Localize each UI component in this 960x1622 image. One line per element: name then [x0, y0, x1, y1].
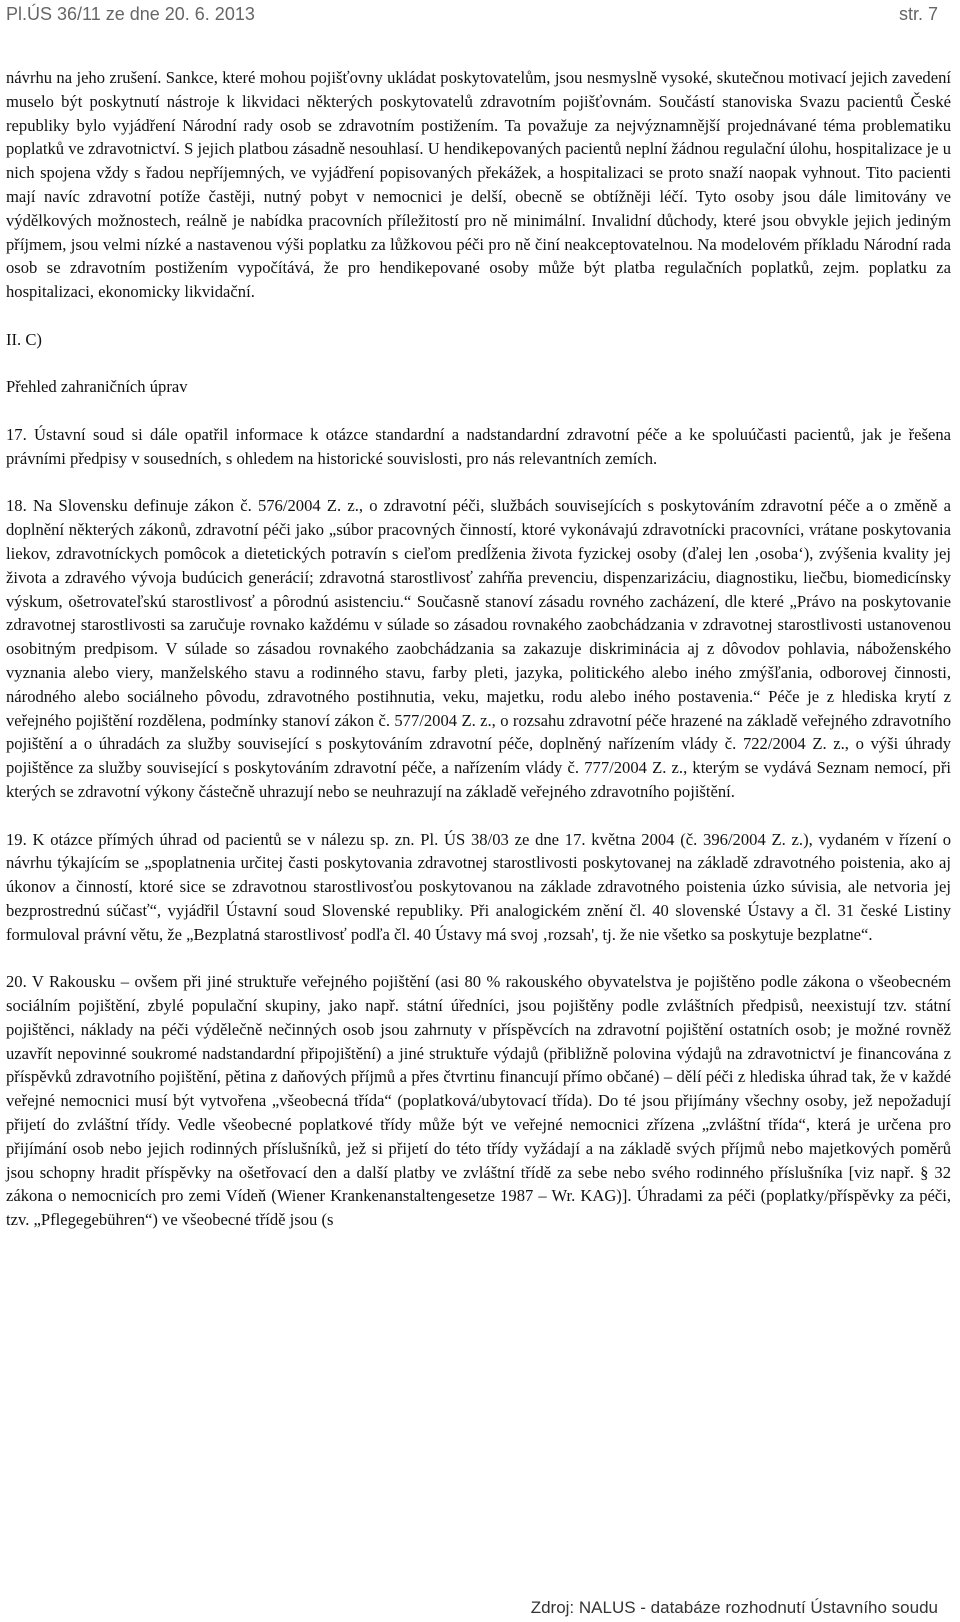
- paragraph-19: 19. K otázce přímých úhrad od pacientů se v nálezu sp. zn. Pl. ÚS 38/03 ze dne 17. května 2004 (č. 396/2004 Z. z.), vydaném v řízení o návrhu týkajícím se „spoplatnenia určitej časti poskytovania zdravotnej starostlivosti poskytovanej na základě zdravotného poistenia, ako aj úkonov a činností, ktoré sice se zdravotnou starostlivosťou poskytovanou na základe zdravotného poistenia úzko súvisia, ale netvoria jej bezprostrednú súčasť“, vyjádřil Ústavní soud Slovenské republiky. Při analogickém znění čl. 40 slovenské Ústavy a čl. 31 české Listiny formuloval právní větu, že „Bezplatná starostlivosť podľa čl. 40 Ústavy má svoj ‚rozsah', tj. že nie všetko sa poskytuje bezplatne“.: [6, 829, 951, 944]
- paragraph-17: 17. Ústavní soud si dále opatřil informace k otázce standardní a nadstandardní zdravotní péče a ke spoluúčasti pacientů, jak je řešena právními předpisy v sousedních, s ohledem na historické souvislosti, pro nás relevantních zemích.: [6, 424, 951, 468]
- page-number: str. 7: [898, 4, 938, 24]
- document-reference: Pl.ÚS 36/11 ze dne 20. 6. 2013: [6, 4, 255, 24]
- section-title: Přehled zahraničních úprav: [6, 377, 188, 397]
- paragraph-continuation: návrhu na jeho zrušení. Sankce, které mohou pojišťovny ukládat poskytovatelům, jsou nesmyslně vysoké, skutečnou motivací jejich zavedení muselo být poskytnutí nástroje k likvidaci některých poskytovatelů zdravotním pojišťovnám. Součástí stanoviska Svazu pacientů České republiky bylo vyjádření Národní rady osob se zdravotním postižením. Ta považuje za nejvýznamnější projednávané téma problematiku poplatků ve zdravotnictví. S jejich platbou zásadně nesouhlasí. U hendikepovaných pacientů neplní žádnou regulační úlohu, hospitalizace je u nich spojena vždy s řadou nepříjemných, ve vyjádření popisovaných překážek, a hospitalizaci se proto snaží naopak vyhnout. Tito pacienti mají navíc zdravotní potíže častěji, nutný pobyt v nemocnici je delší, obecně se obtížněji léčí. Tyto osoby jsou dále limitovány ve výdělkových možnostech, reálně je nabídka pracovních příležitostí pro ně minimální. Invalidní důchody, které jsou obvykle jejich jediným příjmem, jsou velmi nízké a nastavenou výši poplatku za lůžkovou péči pro ně činí neakceptovatelnou. Na modelovém příkladu Národní rada osob se zdravotním postižením vypočítává, že pro hendikepované osoby může být platba regulačních poplatků, zejm. poplatku za hospitalizaci, ekonomicky likvidační.: [6, 68, 951, 302]
- paragraph-20: 20. V Rakousku – ovšem při jiné struktuře veřejného pojištění (asi 80 % rakouského obyvatelstva je pojištěno podle zákona o všeobecném sociálním pojištění, zbylé populační skupiny, jako např. státní úředníci, jsou pojištěny podle zvláštních předpisů, neexistují tzv. státní pojištěnci, náklady na péči výdělečně nečinných osob jsou zahrnuty v příspěvcích na zdravotní pojištění ostatních osob; je možné rovněž uzavřít nepovinné soukromé nadstandardní připojištění) a jiné struktuře výdajů (přibližně polovina výdajů na zdravotnictví je financována z příspěvků zdravotního pojištění, pětina z daňových příjmů a přes čtvrtinu financují přímo občané) – dělí péči z hlediska úhrad tak, že v každé veřejné nemocnici musí být vytvořena „všeobecná třída“ (poplatková/ubytovací třída). Do té jsou přijímány všechny osoby, jež nepožadují přijetí do zvláštní třídy. Vedle všeobecné poplatkové třídy může být ve veřejné nemocnici zřízena „zvláštní třída“, která je určena pro přijímání osob nebo jejich rodinných příslušníků, jež si přijetí do této třídy vyžádají a na základě svých příjmů nebo majetkových poměrů jsou schopny hradit příspěvky na ošetřovací den a další platby ve zvláštní třídě za sebe nebo svého rodinného příslušníka [viz např. § 32 zákona o nemocnicích pro zemi Vídeň (Wiener Krankenanstaltengesetze 1987 – Wr. KAG)]. Úhradami za péči (poplatky/příspěvky za péči, tzv. „Pflegegebühren“) ve všeobecné třídě jsou (s: [6, 972, 951, 1230]
- page-header: [6, 4, 938, 28]
- page-footer-source: Zdroj: NALUS - databáze rozhodnutí Ústavního soudu: [530, 1598, 938, 1617]
- paragraph-18: 18. Na Slovensku definuje zákon č. 576/2004 Z. z., o zdravotní péči, službách souvisejících s poskytováním zdravotní péče a o změně a doplnění některých zákonů, zdravotní péči jako „súbor pracovných činností, ktoré vykonávajú zdravotnícki pracovníci, vrátane poskytovania liekov, zdravotníckych pomôcok a dietetických potravín s cieľom predĺženia života fyzickej osoby (ďalej len ‚osoba‘), zvýšenia kvality jej života a zdravého vývoja budúcich generácií; zdravotná starostlivosť zahŕňa prevenciu, dispenzarizáciu, diagnostiku, liečbu, biomedicínsky výskum, ošetrovateľskú starostlivosť a pôrodnú asistenciu.“ Současně stanoví zásadu rovného zacházení, dle které „Právo na poskytovanie zdravotnej starostlivosti sa zaručuje rovnako každému v súlade so zásadou rovnakého zaobchádzania v zdravotnej starostlivosti ustanovenou osobitným predpisom. V súlade so zásadou rovnakého zaobchádzania sa zakazuje diskriminácia aj z dôvodov pohlavia, náboženského vyznania alebo viery, manželského stavu a rodinného stavu, farby pleti, jazyka, politického alebo iného zmýšľania, odborovej činnosti, národného alebo sociálneho pôvodu, zdravotného postihnutia, veku, majetku, rodu alebo iného postavenia.“ Péče je z hlediska krytí z veřejného pojištění rozdělena, podmínky stanoví zákon č. 577/2004 Z. z., o rozsahu zdravotní péče hrazené na základě veřejného zdravotního pojištění a o úhradách za služby související s poskytováním zdravotní péče, doplněný nařízením vlády č. 722/2004 Z. z., o výši úhrady pojištěnce za služby související s poskytováním zdravotní péče, a nařízením vlády č. 777/2004 Z. z., kterým se vydává Seznam nemocí, při kterých se zdravotní výkony částečně uhrazují nebo se neuhrazují na základě veřejného zdravotního pojištění.: [6, 496, 951, 801]
- section-number: II. C): [6, 329, 42, 349]
- document-body: [6, 66, 951, 1232]
